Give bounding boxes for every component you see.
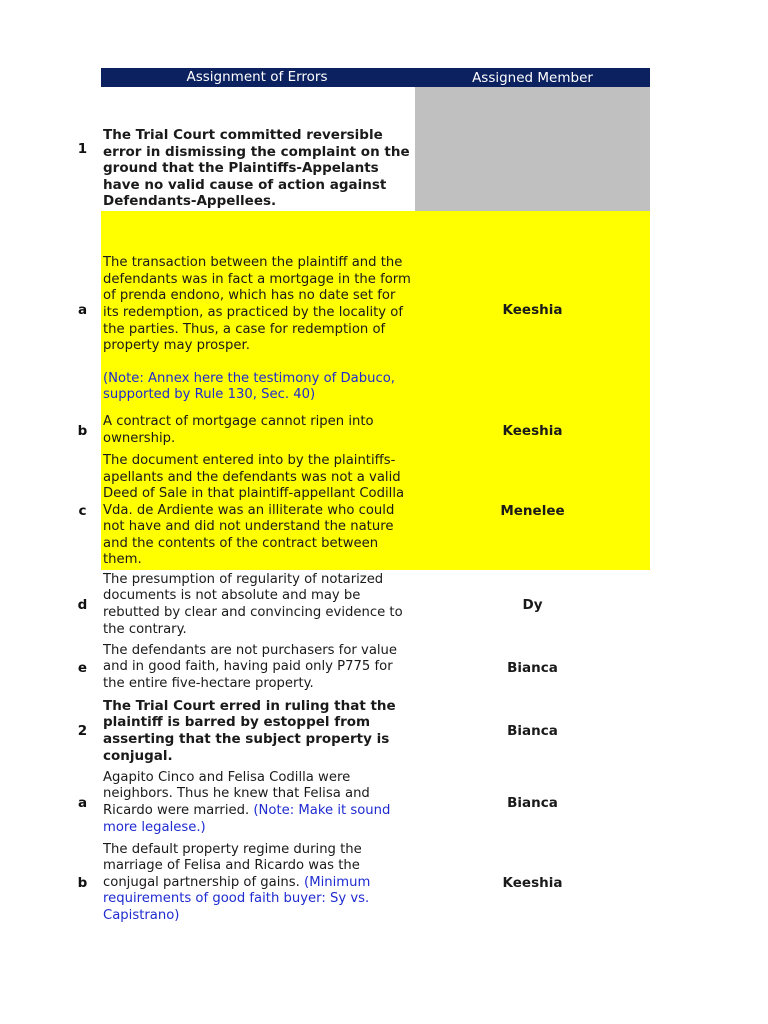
error-note: (Note: Annex here the testimony of Dabuco, supported by Rule 130, Sec. 40) [103, 370, 395, 403]
row-number: a [64, 211, 101, 409]
row-number: 1 [77, 141, 88, 157]
error-note: (Note: Make it sound more legalese.) [103, 803, 391, 835]
header-assignment-of-errors: Assignment of Errors [101, 68, 415, 87]
error-text: The transaction between the plaintiff and the defendants was in fact a mortgage in the form of prenda endono, which has no date set for its redemption, as practiced by the locality of the parties. Thus, a case for redemption of property may prosper. [103, 255, 411, 354]
assigned-member: Bianca [507, 659, 558, 676]
table-row [64, 695, 650, 767]
error-text: The Trial Court committed reversible error in dismissing the complaint on the ground that the Plaintiffs-Appelants have no valid cause of action against Defendants-Appellees. [103, 127, 410, 210]
errors-table [64, 68, 650, 927]
row-number: b [64, 409, 101, 452]
table-row [64, 211, 650, 409]
assigned-member: Keeshia [502, 875, 563, 891]
table-row [64, 570, 650, 640]
error-cell [101, 211, 415, 409]
table-header [64, 68, 650, 87]
error-text: The Trial Court erred in ruling that the plaintiff is barred by estoppel from asserting that the subject property is conjugal. [103, 697, 396, 764]
row-number: e [77, 659, 88, 676]
error-text: The defendants are not purchasers for value and in good faith, having paid only P775 for the entire five-hectare property. [103, 642, 398, 691]
table-row [64, 87, 650, 211]
table-row [64, 767, 650, 839]
table-row [64, 640, 650, 695]
row-number: d [77, 597, 88, 613]
assigned-member [415, 87, 650, 211]
assigned-member: Dy [522, 597, 543, 613]
assigned-member: Keeshia [502, 302, 563, 318]
error-cell [101, 767, 415, 839]
error-note: (Minimum requirements of good faith buyer: Sy vs. Capistrano) [103, 874, 371, 923]
table-row [64, 839, 650, 927]
error-text: The presumption of regularity of notarized documents is not absolute and may be rebutted by clear and convincing evidence to the contrary. [103, 571, 403, 637]
row-number: a [77, 795, 88, 811]
assigned-member: Menelee [500, 503, 565, 519]
error-text: The document entered into by the plaintiffs-apellants and the defendants was not a valid Deed of Sale in that plaintiff-appellant Codilla Vda. de Ardiente was an illiterate who could not have and did not understand the nature and the contents of the contract between them. [103, 452, 405, 568]
assigned-member: Bianca [507, 795, 558, 811]
header-assigned-member: Assigned Member [415, 68, 650, 87]
error-cell [101, 839, 415, 927]
error-text: Agapito Cinco and Felisa Codilla were neighbors. Thus he knew that Felisa and Ricardo were married. [103, 769, 370, 818]
table-row [64, 452, 650, 570]
assigned-member: Keeshia [502, 422, 563, 439]
row-number: 2 [77, 723, 88, 739]
table-row [64, 409, 650, 452]
row-number: b [77, 875, 88, 891]
header-spacer [64, 68, 101, 87]
assigned-member: Bianca [507, 723, 558, 739]
row-number: c [64, 452, 101, 570]
error-text: The default property regime during the marriage of Felisa and Ricardo was the conjugal partnership of gains. [103, 841, 362, 890]
error-text: A contract of mortgage cannot ripen into ownership. [103, 413, 374, 446]
